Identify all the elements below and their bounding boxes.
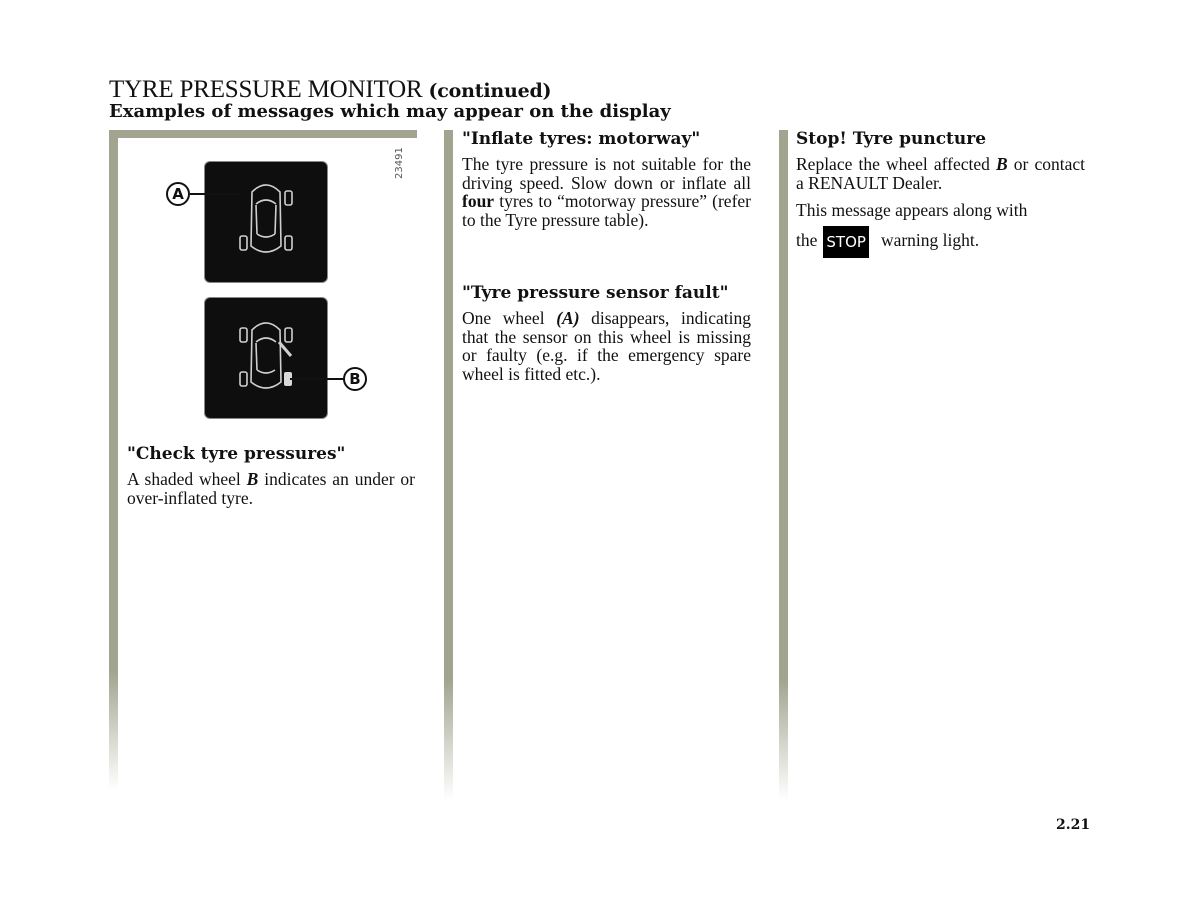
callout-b-leader <box>290 378 344 380</box>
column1-side-rule <box>109 130 118 790</box>
figure-number: 23491 <box>394 147 405 179</box>
column1-top-rule <box>109 130 417 138</box>
text-run: One wheel <box>462 308 557 328</box>
wheel-a-ref: (A) <box>556 308 580 328</box>
text-run: indicates an under or over-inflated tyre. <box>127 469 415 508</box>
callout-b: B <box>343 367 367 391</box>
sensor-fault-heading: "Tyre pressure sensor fault" <box>462 283 729 303</box>
emphasis-four: four <box>462 191 495 211</box>
tyre-puncture-text <box>796 155 1085 192</box>
text-run: tyres to “motorway pressure” (refer to the Tyre pressure table). <box>462 191 751 230</box>
wheel-b-ref: B <box>995 154 1008 174</box>
stop-warning-light-icon: STOP <box>823 226 869 258</box>
page-subtitle: Examples of messages which may appear on the display <box>109 101 671 122</box>
stop-warning-text <box>796 224 1085 258</box>
display-screen-bottom <box>204 297 328 419</box>
text-run: The tyre pressure is not suitable for the driving speed. Slow down or inflate all <box>462 154 751 193</box>
tyre-puncture-heading: Stop! Tyre puncture <box>796 129 987 149</box>
car-outline-icon <box>205 162 327 282</box>
text-run: or contact a RENAULT Dealer. <box>796 154 1085 193</box>
car-open-door-icon <box>205 298 327 418</box>
check-pressures-text <box>127 470 415 507</box>
column3-side-rule <box>779 130 788 800</box>
display-screen-top <box>204 161 328 283</box>
title-suffix: (continued) <box>428 80 552 102</box>
text-run: the <box>796 230 818 250</box>
column2-side-rule <box>444 130 453 800</box>
callout-a-leader <box>190 193 242 195</box>
text-run: warning light. <box>880 230 980 250</box>
text-run: A shaded wheel <box>127 469 247 489</box>
title-text: TYRE PRESSURE MONITOR <box>109 76 423 103</box>
sensor-fault-text <box>462 309 751 383</box>
inflate-motorway-text <box>462 155 751 229</box>
text-run: Replace the wheel affected <box>796 154 996 174</box>
display-illustration <box>150 145 420 435</box>
inflate-motorway-heading: "Inflate tyres: motorway" <box>462 129 701 149</box>
message-appears-text: This message appears along with <box>796 200 1028 220</box>
text-run: disappears, indicating that the sensor on this wheel is missing or faulty (e.g. if the emergency spare wheel is fitted etc.). <box>462 308 751 384</box>
callout-a: A <box>166 182 190 206</box>
check-pressures-heading: "Check tyre pressures" <box>127 444 346 464</box>
page-number: 2.21 <box>1056 817 1091 833</box>
wheel-b-ref: B <box>246 469 259 489</box>
